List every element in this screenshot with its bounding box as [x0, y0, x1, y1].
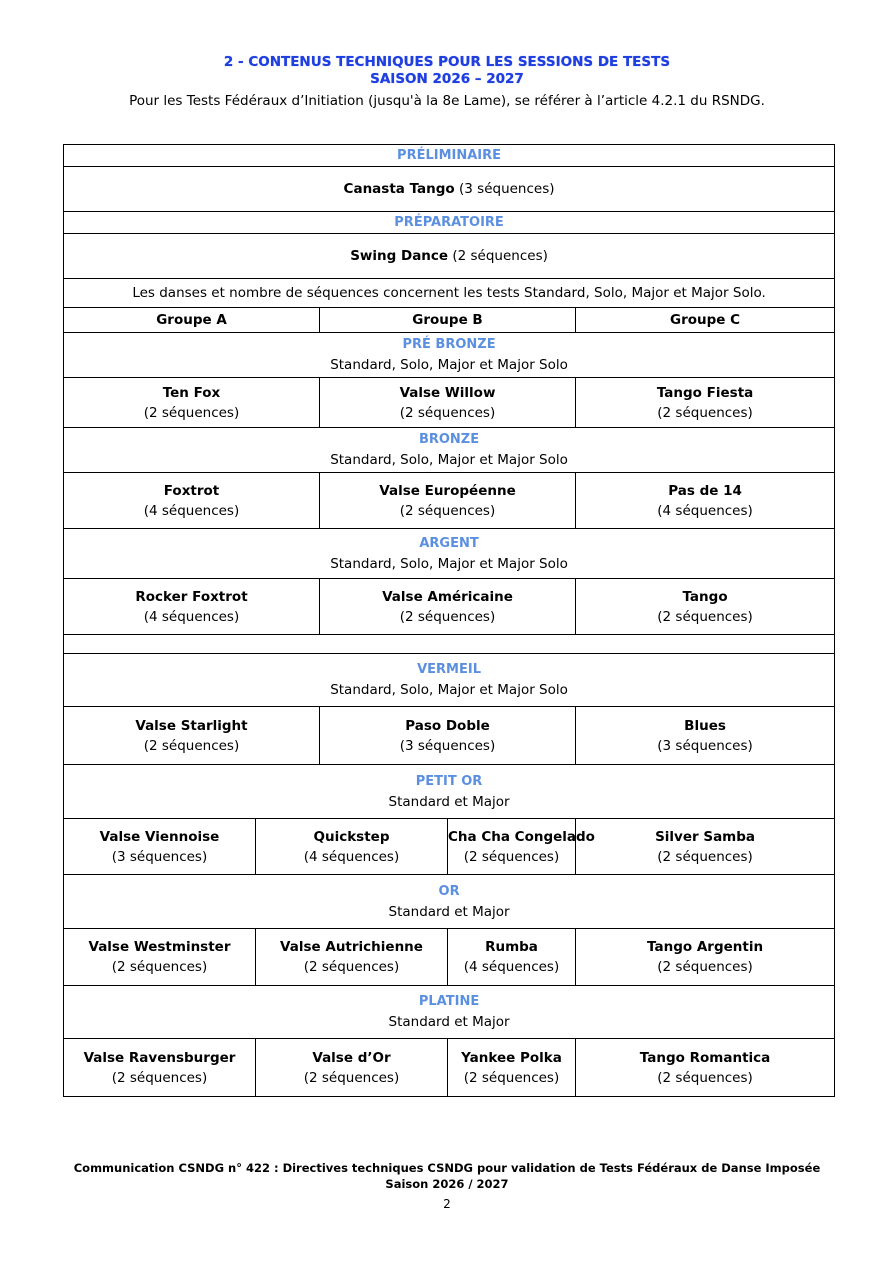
dance-cell: [64, 1039, 256, 1097]
level-label: ARGENT: [419, 535, 479, 551]
dance-sequences: (4 séquences): [657, 502, 753, 519]
dance-cell: [64, 929, 256, 986]
dance-cell: [448, 929, 576, 986]
dance-name: Cha Cha Congelado: [448, 828, 595, 845]
dance-name: Ten Fox: [162, 384, 221, 401]
dance-sequences: (2 séquences): [303, 1069, 400, 1086]
spacer-row: [64, 635, 835, 654]
level-label: PRÉLIMINAIRE: [397, 148, 502, 163]
dance-name: Rocker Foxtrot: [135, 588, 248, 605]
dance-name: Valse Starlight: [135, 717, 248, 734]
section-title: 2 - CONTENUS TECHNIQUES POUR LES SESSIONS DE TESTS: [223, 54, 671, 70]
dance-cell: [320, 473, 576, 529]
level-subtitle: Standard, Solo, Major et Major Solo: [330, 452, 568, 468]
dance-cell: [576, 929, 835, 986]
level-subtitle: Standard et Major: [388, 903, 510, 920]
dance-sequences: (4 séquences): [143, 608, 240, 625]
dance-name: Valse Autrichienne: [280, 939, 423, 955]
level-preliminaire: [64, 145, 835, 167]
dance-sequences: (3 séquences): [459, 181, 555, 197]
dance-name: Pas de 14: [668, 482, 742, 499]
dance-cell: [64, 234, 835, 279]
dance-cell: [64, 167, 835, 212]
dance-sequences: (2 séquences): [463, 848, 560, 865]
intro-text: Pour les Tests Fédéraux d’Initiation (jusqu'à la 8e Lame), se référer à l’article 4.2.1 du RSNDG.: [129, 93, 765, 109]
dance-sequences: (4 séquences): [303, 848, 400, 865]
dance-name: Canasta Tango: [343, 181, 455, 197]
dance-sequences: (2 séquences): [657, 608, 753, 625]
note-row: Les danses et nombre de séquences concernent les tests Standard, Solo, Major et Major Solo.: [64, 279, 835, 308]
dance-cell: [576, 819, 835, 875]
level-or: [64, 875, 835, 929]
dance-cell: [64, 473, 320, 529]
dance-name: Valse Viennoise: [99, 828, 220, 845]
group-a-header: Groupe A: [64, 308, 320, 333]
dance-name: Tango: [682, 588, 728, 605]
dance-name: Valse d’Or: [312, 1049, 391, 1066]
level-subtitle: Standard, Solo, Major et Major Solo: [330, 555, 568, 572]
page-number: 2: [443, 1197, 451, 1211]
footer-season: Saison 2026 / 2027: [385, 1177, 509, 1191]
dance-name: Valse Ravensburger: [83, 1049, 236, 1066]
level-subtitle: Standard, Solo, Major et Major Solo: [330, 357, 568, 373]
dance-name: Tango Fiesta: [656, 384, 754, 401]
dance-cell: [576, 1039, 835, 1097]
dance-cell: [448, 819, 595, 875]
dance-sequences: (2 séquences): [111, 1069, 208, 1086]
dance-sequences: (2 séquences): [143, 737, 240, 754]
level-platine: [64, 986, 835, 1039]
dance-cell: [320, 378, 576, 428]
dance-sequences: (2 séquences): [657, 1069, 753, 1086]
level-petit-or: [64, 765, 835, 819]
dance-sequences: (4 séquences): [463, 959, 560, 975]
level-label: PRÉ BRONZE: [402, 337, 496, 352]
dance-name: Yankee Polka: [461, 1049, 562, 1066]
dance-name: Silver Samba: [655, 828, 756, 845]
dance-cell: [64, 579, 320, 635]
level-subtitle: Standard et Major: [388, 793, 510, 810]
dance-name: Valse Willow: [399, 384, 496, 401]
level-subtitle: Standard et Major: [388, 1014, 510, 1030]
dance-name: Quickstep: [313, 828, 390, 845]
dance-sequences: (2 séquences): [657, 848, 753, 865]
dance-sequences: (2 séquences): [399, 608, 496, 625]
dance-cell: [576, 707, 835, 765]
dance-sequences: (3 séquences): [657, 737, 753, 754]
dance-name: Rumba: [485, 939, 538, 955]
dance-cell: [64, 819, 256, 875]
dance-sequences: (2 séquences): [399, 502, 496, 519]
level-vermeil: [64, 654, 835, 707]
tests-table: [63, 144, 835, 1097]
level-bronze: [64, 428, 835, 473]
dance-name: Blues: [684, 717, 726, 734]
dance-sequences: (2 séquences): [111, 959, 208, 975]
dance-cell: [576, 579, 835, 635]
dance-sequences: (2 séquences): [399, 404, 496, 421]
dance-cell: [320, 579, 576, 635]
dance-name: Tango Romantica: [639, 1049, 771, 1066]
dance-name: Valse Européenne: [379, 482, 516, 499]
season-title: SAISON 2026 – 2027: [370, 71, 524, 87]
level-subtitle: Standard, Solo, Major et Major Solo: [330, 682, 568, 698]
level-label: VERMEIL: [417, 662, 481, 677]
dance-cell: [64, 378, 320, 428]
dance-name: Valse Américaine: [382, 588, 513, 605]
dance-cell: [256, 929, 448, 986]
dance-name: Paso Doble: [405, 717, 490, 734]
dance-name: Tango Argentin: [647, 939, 764, 955]
dance-name: Foxtrot: [163, 482, 220, 499]
level-label: OR: [438, 883, 460, 899]
dance-sequences: (3 séquences): [111, 848, 208, 865]
level-preparatoire: [64, 212, 835, 234]
dance-name: Valse Westminster: [88, 939, 231, 955]
dance-cell: [576, 473, 835, 529]
level-label: PLATINE: [418, 994, 480, 1009]
group-c-header: Groupe C: [576, 308, 835, 333]
dance-sequences: (2 séquences): [143, 404, 240, 421]
footer-communication: Communication CSNDG n° 422 : Directives techniques CSNDG pour validation de Tests Fédéraux de Danse Imposée: [73, 1161, 821, 1175]
dance-cell: [64, 707, 320, 765]
dance-cell: [448, 1039, 576, 1097]
dance-cell: [256, 1039, 448, 1097]
dance-sequences: (4 séquences): [143, 502, 240, 519]
dance-sequences: (2 séquences): [463, 1069, 560, 1086]
level-label: BRONZE: [418, 432, 480, 447]
dance-sequences: (2 séquences): [657, 404, 753, 421]
dance-sequences: (2 séquences): [303, 959, 400, 975]
group-b-header: Groupe B: [320, 308, 576, 333]
dance-sequences: (2 séquences): [657, 959, 753, 975]
dance-cell: [256, 819, 448, 875]
dance-cell: [576, 378, 835, 428]
level-pre-bronze: [64, 333, 835, 378]
level-argent: [64, 529, 835, 579]
dance-name: Swing Dance: [350, 248, 449, 264]
dance-sequences: (2 séquences): [452, 248, 548, 264]
level-label: PETIT OR: [415, 773, 483, 789]
dance-cell: [320, 707, 576, 765]
level-label: PRÉPARATOIRE: [394, 215, 504, 230]
dance-sequences: (3 séquences): [399, 737, 496, 754]
